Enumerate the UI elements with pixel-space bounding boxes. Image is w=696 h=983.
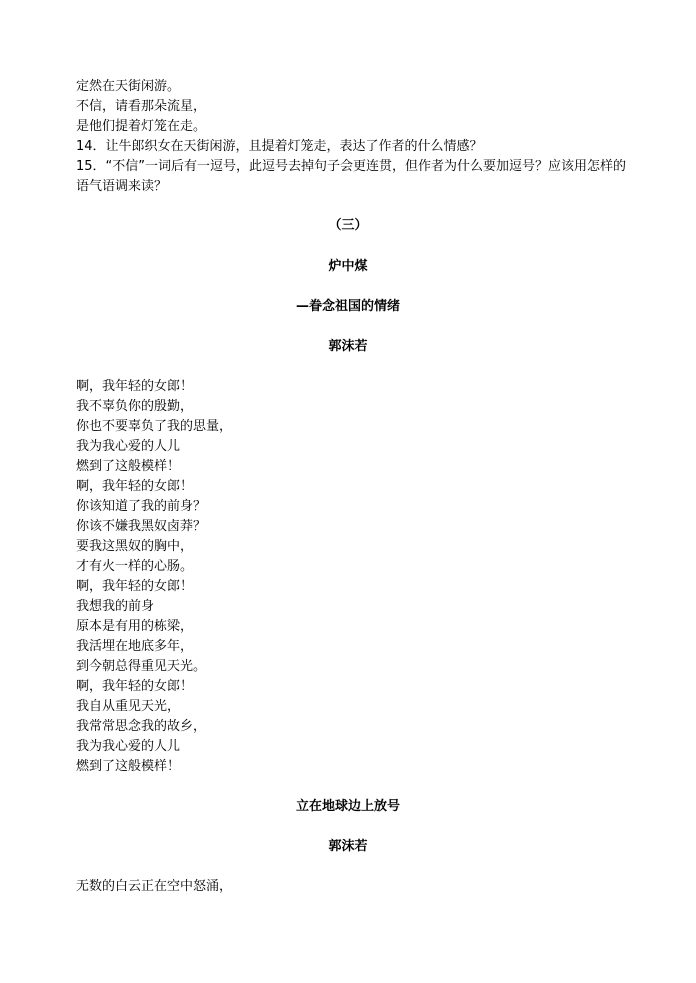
poem-line: 我为我心爱的人儿	[76, 739, 181, 754]
poem-line: 啊，我年轻的女郎！	[76, 379, 194, 394]
poem-line: 啊，我年轻的女郎！	[76, 479, 194, 494]
question-14: 14．让牛郎织女在天街闲游，且提着灯笼走，表达了作者的什么情感？	[76, 139, 483, 154]
poem-line: 要我这黑奴的胸中，	[76, 539, 194, 554]
section-marker: （三）	[328, 218, 368, 233]
poem-line: 你该不嫌我黑奴卤莽？	[76, 519, 207, 534]
poem-line: 我为我心爱的人儿	[76, 439, 181, 454]
poem-line: 我自从重见天光，	[76, 699, 181, 714]
poem-title: 立在地球边上放号	[295, 799, 400, 814]
poem-line: 我常常思念我的故乡，	[76, 719, 207, 734]
intro-line: 定然在天街闲游。	[76, 79, 181, 94]
poem-subtitle: —眷念祖国的情绪	[295, 299, 400, 314]
poem-line: 燃到了这般模样！	[76, 759, 181, 774]
poem-line: 我不辜负你的殷勤，	[76, 399, 194, 414]
question-15-cont: 语气语调来读？	[76, 179, 168, 194]
poem-line: 我活埋在地底多年，	[76, 639, 194, 654]
poem-line: 我想我的前身	[76, 599, 155, 614]
question-15: 15．“不信”一词后有一逗号，此逗号去掉句子会更连贯，但作者为什么要加逗号？应该用怎样的	[76, 159, 627, 174]
poem-line: 你该知道了我的前身？	[76, 499, 207, 514]
poem-line: 燃到了这般模样！	[76, 459, 181, 474]
poem-line: 原本是有用的栋梁，	[76, 619, 194, 634]
intro-line: 不信，请看那朵流星，	[76, 99, 207, 114]
poem-author: 郭沫若	[328, 839, 368, 854]
poem-author: 郭沫若	[328, 339, 368, 354]
poem-line: 啊，我年轻的女郎！	[76, 579, 194, 594]
poem-line: 无数的白云正在空中怒涌，	[76, 879, 233, 894]
poem-title: 炉中煤	[328, 259, 368, 274]
poem-line: 才有火一样的心肠。	[76, 559, 194, 574]
poem-line: 你也不要辜负了我的思量，	[76, 419, 233, 434]
poem-line: 到今朝总得重见天光。	[76, 659, 207, 674]
intro-line: 是他们提着灯笼在走。	[76, 119, 207, 134]
poem-line: 啊，我年轻的女郎！	[76, 679, 194, 694]
